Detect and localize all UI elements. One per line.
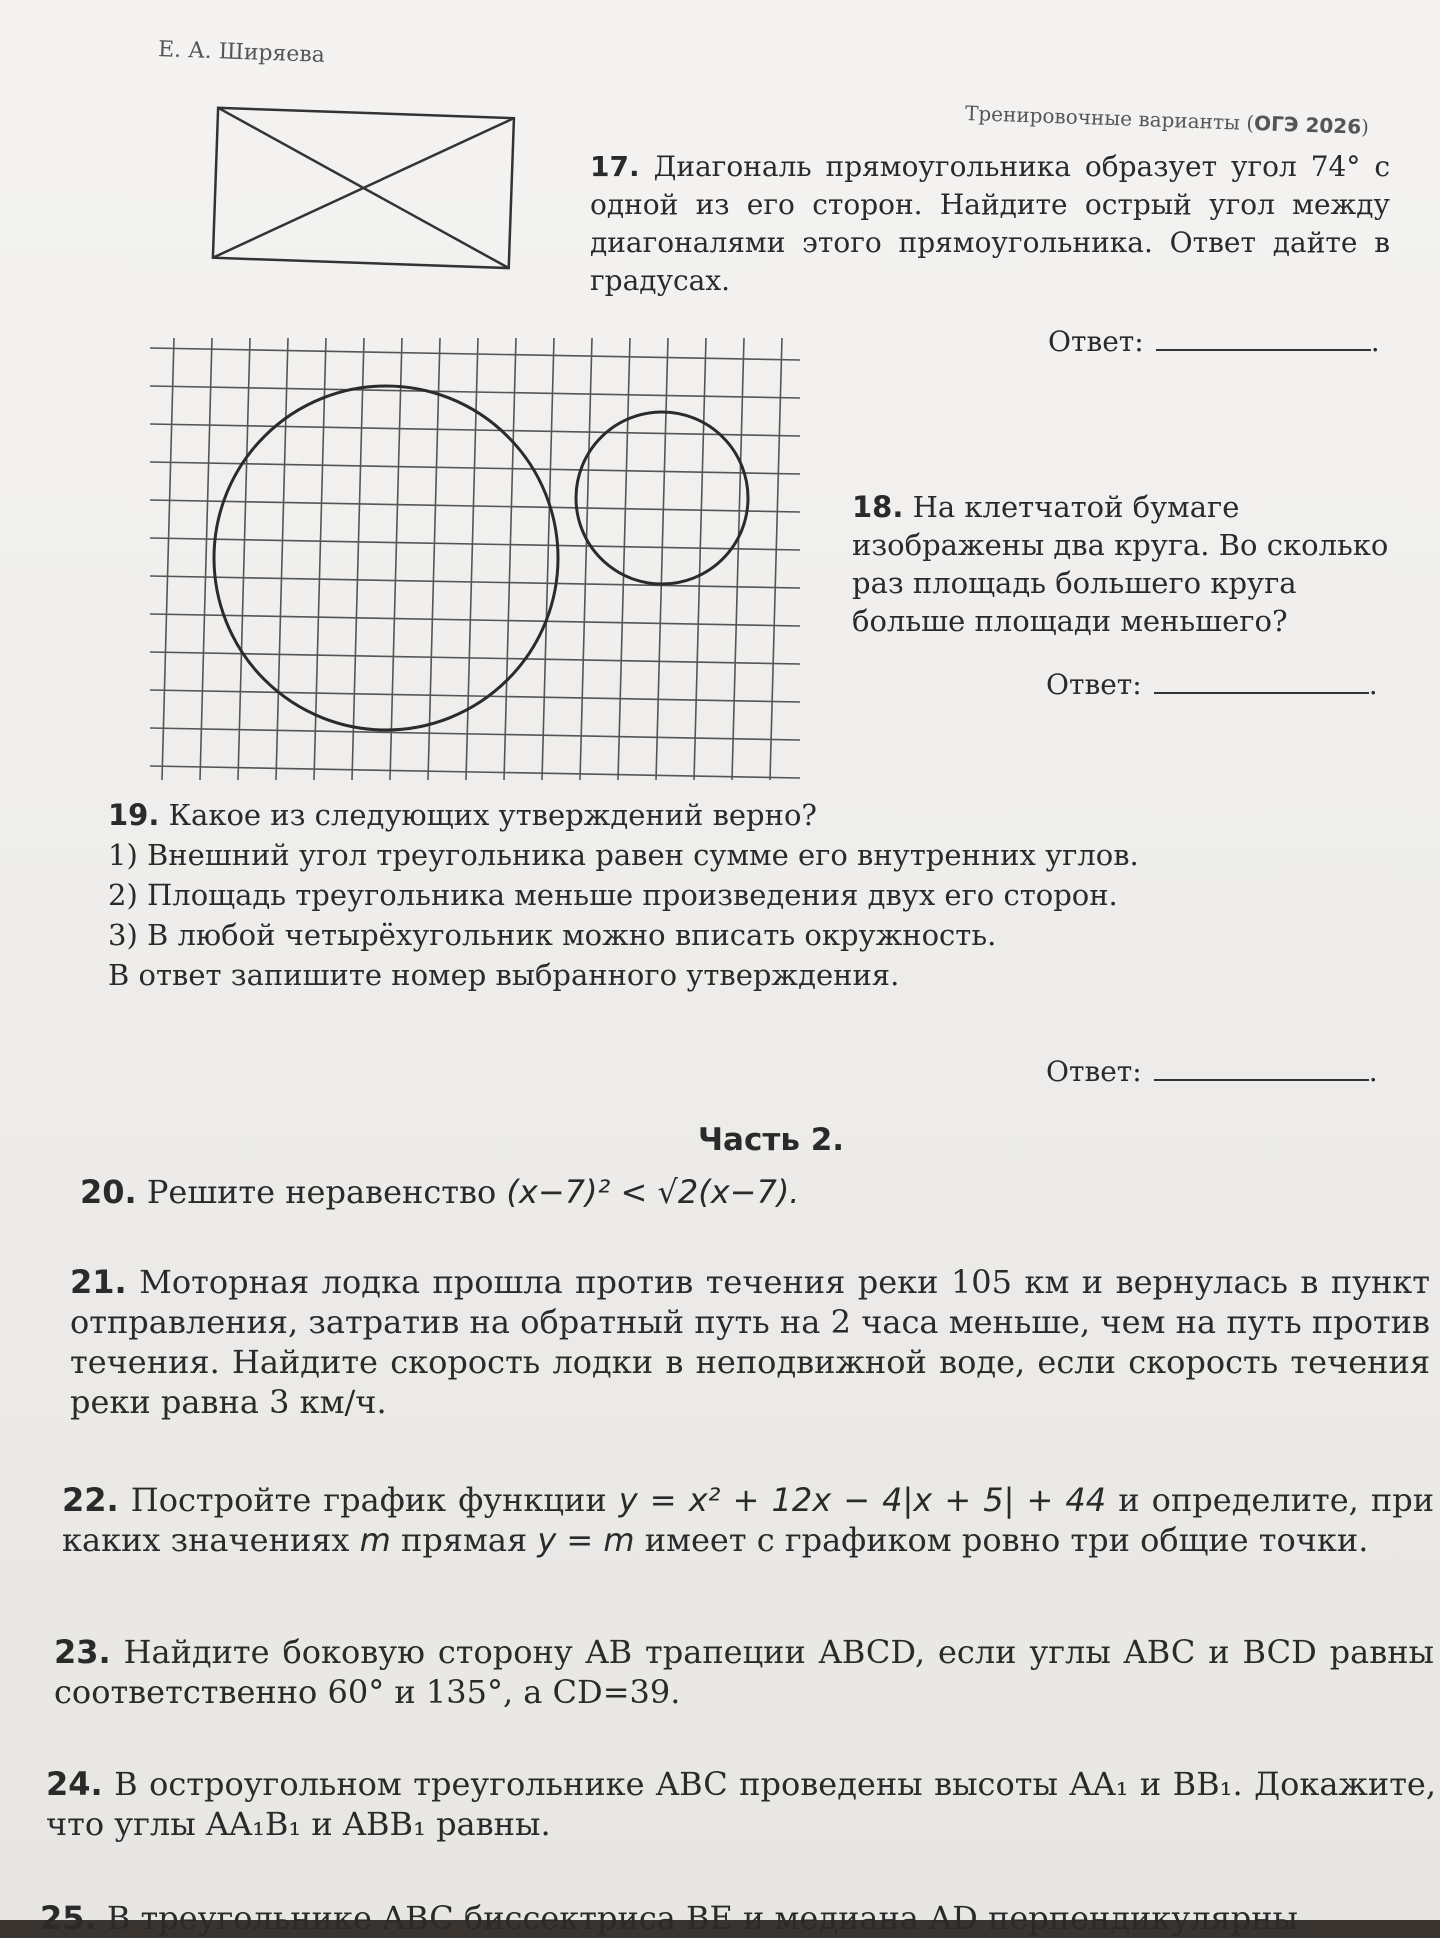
task-17-number: 17. [590, 150, 640, 183]
grid-line-vertical [542, 338, 554, 780]
answer-field[interactable] [1154, 670, 1369, 694]
task-22-param: m [359, 1521, 391, 1559]
task-22-text-2: и определите, при каких значениях [62, 1481, 1435, 1559]
part-2-heading: Часть 2. [698, 1122, 845, 1158]
grid-line-vertical [694, 338, 706, 780]
task-22 [62, 1480, 1434, 1560]
task-19-option-1: 1) Внешний угол треугольника равен сумме его внутренних углов. [108, 838, 1139, 872]
answer-label: Ответ: [1048, 325, 1144, 358]
task-23-number: 23. [54, 1633, 111, 1671]
answer-label: Ответ: [1046, 1055, 1142, 1088]
grid-line-horizontal [150, 576, 800, 588]
task-17 [590, 148, 1390, 300]
task-25-text: В треугольнике ABC биссектриса BE и медиана AD перпендикулярны [106, 1899, 1298, 1937]
answer-label: Ответ: [1046, 668, 1142, 701]
grid-line-horizontal [150, 500, 800, 512]
task-17-text: Диагональ прямоугольника образует угол 74° с одной из его сторон. Найдите острый угол между диагоналями этого прямоугольника. Ответ дайте в градусах. [590, 150, 1390, 297]
task-22-text: Постройте график функции [130, 1481, 607, 1519]
task-22-text-3: прямая [400, 1521, 528, 1559]
grid-line-vertical [656, 338, 668, 780]
task-20-number: 20. [80, 1173, 137, 1211]
task-22-text-4: имеет с графиком ровно три общие точки. [644, 1521, 1369, 1559]
task-19-number: 19. [108, 798, 160, 832]
grid-line-vertical [276, 338, 288, 780]
grid-line-vertical [200, 338, 212, 780]
task-22-line: y = m [537, 1521, 635, 1559]
grid-line-vertical [428, 338, 440, 780]
grid-line-horizontal [150, 614, 800, 626]
task-20-text: Решите неравенство [146, 1173, 497, 1211]
grid-line-vertical [770, 338, 782, 780]
grid-line-horizontal [150, 690, 800, 702]
task-21-text: Моторная лодка прошла против течения реки 105 км и вернулась в пункт отправления, затратив на обратный путь на 2 часа меньше, чем на путь против течения. Найдите скорость лодки в неподвижной воде, если скорость течения реки равна 3 км/ч. [70, 1263, 1431, 1421]
task-23 [54, 1632, 1434, 1712]
task-17-answer: Ответ: . [1048, 325, 1380, 358]
task-18-number: 18. [852, 490, 904, 524]
task-21-number: 21. [70, 1263, 127, 1301]
task-18 [852, 488, 1397, 640]
task-24 [46, 1764, 1436, 1844]
task-19-question: Какое из следующих утверждений верно? [168, 798, 817, 832]
grid-line-vertical [352, 338, 364, 780]
grid-line-vertical [618, 338, 630, 780]
grid-line-horizontal [150, 386, 800, 398]
answer-field[interactable] [1154, 1057, 1369, 1081]
answer-field[interactable] [1156, 327, 1371, 351]
task-19-instruction: В ответ запишите номер выбранного утверждения. [108, 958, 900, 992]
task-20-formula: (x−7)² < √2(x−7). [506, 1173, 800, 1211]
grid-line-horizontal [150, 538, 800, 550]
task-24-text: В остроугольном треугольнике ABC проведены высоты AA₁ и BB₁. Докажите, что углы AA₁B₁ и ABB₁ равны. [46, 1765, 1436, 1843]
task-18-text: На клетчатой бумаге изображены два круга. Во сколько раз площадь большего круга больше площади меньшего? [852, 490, 1389, 638]
grid-circles-figure [150, 330, 810, 790]
grid-line-vertical [162, 338, 174, 780]
rectangle-diagonals-figure [205, 105, 525, 295]
grid-line-vertical [504, 338, 516, 780]
task-23-text: Найдите боковую сторону AB трапеции ABCD, если углы ABC и BCD равны соответственно 60° и 135°, а CD=39. [54, 1633, 1434, 1711]
grid-line-vertical [732, 338, 744, 780]
grid-line-horizontal [150, 766, 800, 778]
task-19-answer: Ответ: . [1046, 1055, 1378, 1088]
grid-line-horizontal [150, 348, 800, 360]
task-22-number: 22. [62, 1481, 119, 1519]
task-22-function: y = x² + 12x − 4|x + 5| + 44 [618, 1481, 1107, 1519]
task-25 [40, 1898, 1440, 1938]
grid-line-vertical [466, 338, 478, 780]
author-name: Е. А. Ширяева [157, 37, 326, 68]
task-20 [80, 1172, 1380, 1212]
task-19-option-2: 2) Площадь треугольника меньше произведения двух его сторон. [108, 878, 1118, 912]
grid-line-vertical [580, 338, 592, 780]
grid-line-vertical [238, 338, 250, 780]
task-25-number: 25. [40, 1899, 97, 1937]
series-title: Тренировочные варианты (ОГЭ 2026) [964, 100, 1370, 140]
task-18-answer: Ответ: . [1046, 668, 1378, 701]
task-19 [108, 795, 1348, 995]
grid-line-horizontal [150, 728, 800, 740]
task-19-option-3: 3) В любой четырёхугольник можно вписать окружность. [108, 918, 997, 952]
task-24-number: 24. [46, 1765, 103, 1803]
task-21 [70, 1262, 1430, 1422]
grid-line-vertical [390, 338, 402, 780]
